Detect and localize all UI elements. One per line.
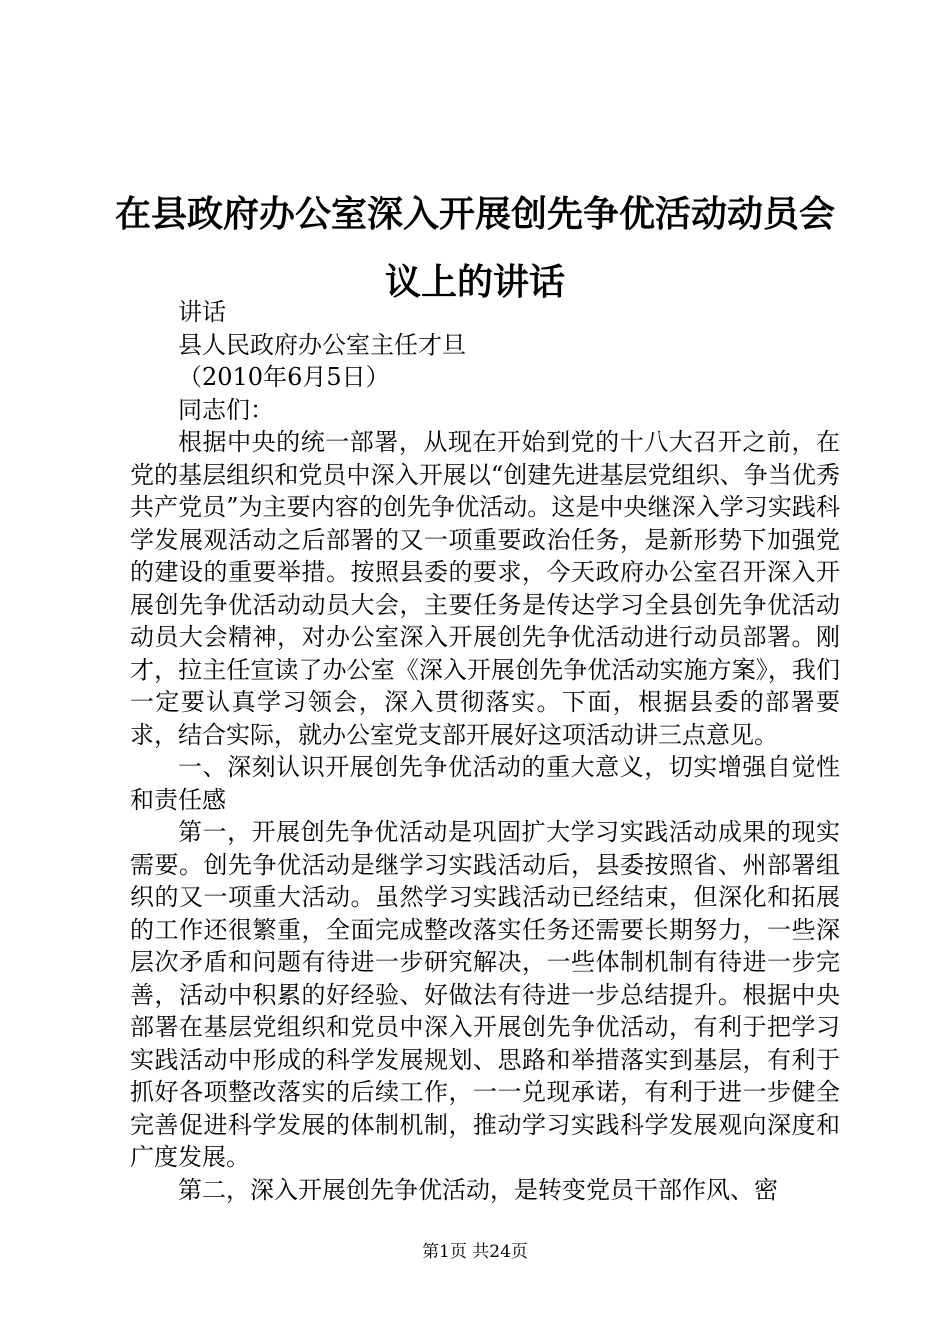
paragraph-point-2: 第二，深入开展创先争优活动，是转变党员干部作风、密 xyxy=(178,1175,778,1204)
salutation-line: 同志们： xyxy=(178,395,274,424)
total-pages: 共24页 xyxy=(472,1242,528,1262)
paragraph-point-1: 第一，开展创先争优活动是巩固扩大学习实践活动成果的现实需要。创先争优活动是继学习实践活动后，县委按照省、州部署组织的又一项重大活动。虽然学习实践活动已经结束，但深化和拓展的工作还很繁重，全面完成整改落实任务还需要长期努力，一些深层次矛盾和问题有待进一步研究解决，一些体制机制有待进一步完善，活动中积累的好经验、好做法有待进一步总结提升。根据中央部署在基层党组织和党员中深入开展创先争优活动，有利于把学习实践活动中形成的科学发展规划、思路和举措落实到基层，有利于抓好各项整改落实的后续工作，一一兑现承诺，有利于进一步健全完善促进科学发展的体制机制，推动学习实践科学发展观向深度和广度发展。 xyxy=(130,818,840,1171)
document-body xyxy=(130,296,840,1206)
speaker-line: 县人民政府办公室主任才旦 xyxy=(178,330,466,359)
document-type-line: 讲话 xyxy=(178,298,226,326)
page-footer xyxy=(0,1240,950,1264)
document-title: 在县政府办公室深入开展创先争优活动动员会议上的讲话 xyxy=(114,193,835,303)
paragraph-intro: 根据中央的统一部署，从现在开始到党的十八大召开之前，在党的基层组织和党员中深入开展以“创建先进基层党组织、争当优秀共产党员”为主要内容的创先争优活动。这是中央继深入学习实践科学发展观活动之后部署的又一项重要政治任务，是新形势下加强党的建设的重要举措。按照县委的要求，今天政府办公室召开深入开展创先争优活动动员大会，主要任务是传达学习全县创先争优活动动员大会精神，对办公室深入开展创先争优活动进行动员部署。刚才，拉主任宣读了办公室《深入开展创先争优活动实施方案》，我们一定要认真学习领会，深入贯彻落实。下面，根据县委的部署要求，结合实际，就办公室党支部开展好这项活动讲三点意见。 xyxy=(130,428,840,749)
page-number: 第1页 xyxy=(422,1242,467,1262)
document-meta xyxy=(130,296,840,426)
date-line: （2010年6月5日） xyxy=(178,363,390,391)
section-heading-1: 一、深刻认识开展创先争优活动的重大意义，切实增强自觉性和责任感 xyxy=(130,753,840,814)
